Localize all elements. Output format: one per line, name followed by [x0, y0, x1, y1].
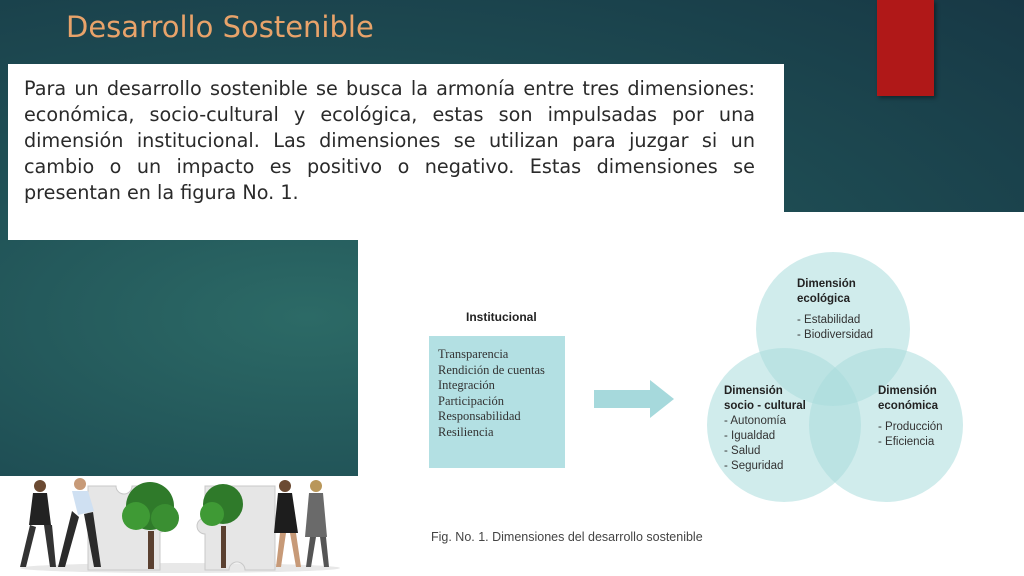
economica-label: [878, 384, 943, 450]
institucional-box: [429, 336, 565, 468]
ecologica-item: - Estabilidad: [797, 314, 861, 326]
right-arrow-icon: [594, 380, 676, 418]
institucional-item: Rendición de cuentas: [438, 362, 545, 377]
institucional-item: Integración: [438, 378, 495, 392]
socio-cultural-item: - Igualdad: [724, 430, 776, 442]
economica-item: - Eficiencia: [878, 436, 935, 448]
institucional-item: Participación: [438, 393, 504, 408]
socio-cultural-item: - Autonomía: [724, 415, 787, 427]
red-accent-tab: [877, 0, 934, 96]
body-paragraph: Para un desarrollo sostenible se busca la armonía entre tres dimensiones: económica, socio-cultural y ecológica, estas son impulsadas por una dimensión institucional. Las dimensiones se utilizan para juzgar si un cambio o un impacto es positivo o negativo. Estas dimensiones se presentan en la figura No. 1.: [24, 77, 755, 204]
socio-cultural-label: [724, 384, 806, 474]
socio-cultural-title-2: socio - cultural: [724, 400, 806, 412]
figure-caption: Fig. No. 1. Dimensiones del desarrollo sostenible: [431, 530, 703, 544]
ecologica-title-1: Dimensión: [797, 278, 856, 290]
ecologica-title-2: ecológica: [797, 293, 851, 305]
socio-cultural-title-1: Dimensión: [724, 385, 783, 397]
body-text-box: [8, 64, 784, 240]
economica-title-2: económica: [878, 400, 939, 412]
institucional-item: Responsabilidad: [438, 409, 521, 423]
slide-title: Desarrollo Sostenible: [66, 10, 374, 44]
institucional-list: [438, 347, 545, 440]
economica-title-1: Dimensión: [878, 385, 937, 397]
puzzle-people-illustration-icon: [0, 476, 358, 576]
institucional-item: Transparencia: [438, 347, 509, 361]
economica-item: - Producción: [878, 421, 943, 433]
ecologica-item: - Biodiversidad: [797, 329, 874, 341]
sustainability-diagram: [358, 240, 1024, 576]
socio-cultural-item: - Salud: [724, 445, 761, 457]
socio-cultural-item: - Seguridad: [724, 460, 784, 472]
institucional-title: Institucional: [466, 310, 537, 324]
institucional-item: Resiliencia: [438, 424, 494, 439]
ecologica-label: [797, 277, 873, 343]
